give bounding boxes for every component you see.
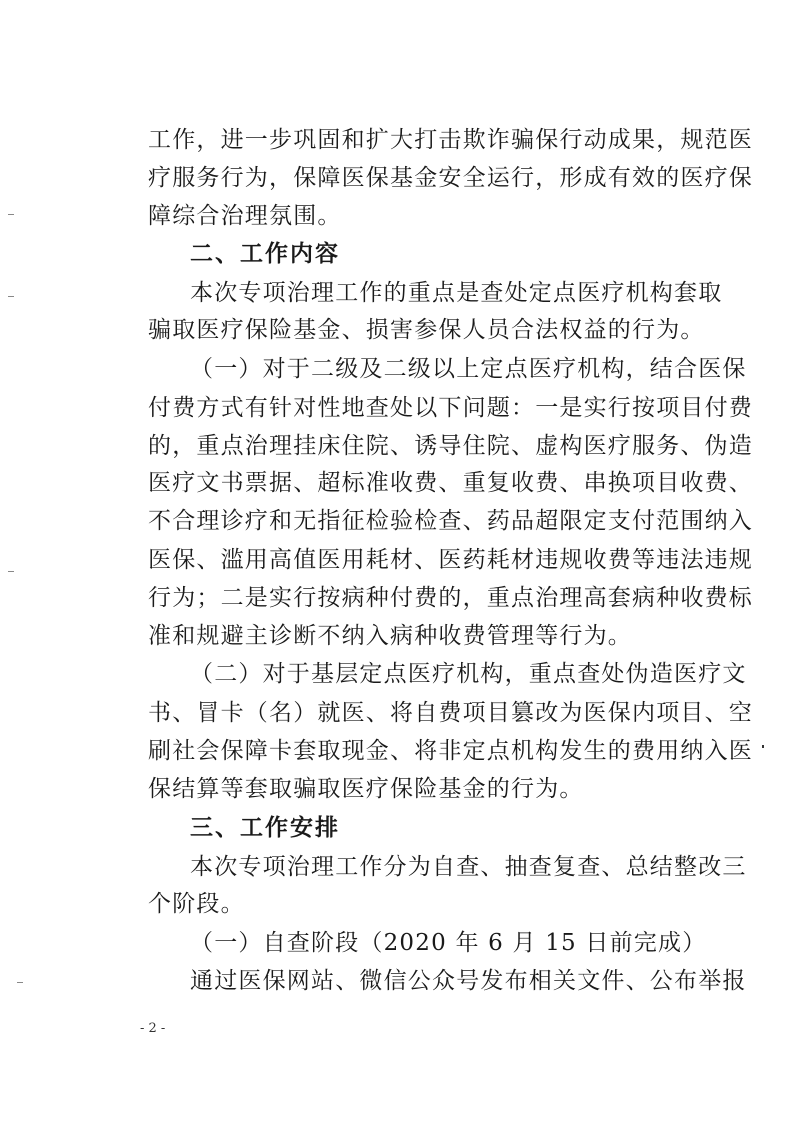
paragraph-line: 个阶段。 xyxy=(148,891,245,917)
section-heading: 三、工作安排 xyxy=(190,815,340,841)
scan-mark xyxy=(8,214,14,215)
section-heading: 二、工作内容 xyxy=(190,241,340,267)
paragraph-line: 不合理诊疗和无指征检验检查、药品超限定支付范围纳入 xyxy=(148,508,753,534)
scan-mark xyxy=(8,571,14,572)
subsection-heading: （一）自查阶段（2020 年 6 月 15 日前完成） xyxy=(190,930,707,956)
paragraph-line: 保结算等套取骗取医疗保险基金的行为。 xyxy=(148,776,584,802)
scan-mark xyxy=(762,745,764,748)
paragraph-line: 医保、滥用高值医用耗材、医药耗材违规收费等违法违规 xyxy=(148,547,753,573)
paragraph-line: 障综合治理氛围。 xyxy=(148,203,342,229)
paragraph-line: 本次专项治理工作的重点是查处定点医疗机构套取 xyxy=(190,280,723,306)
paragraph-line: 骗取医疗保险基金、损害参保人员合法权益的行为。 xyxy=(148,317,705,343)
page-number: - 2 - xyxy=(140,1021,166,1036)
scan-mark xyxy=(8,296,14,297)
paragraph-line: 疗服务行为，保障医保基金安全运行，形成有效的医疗保 xyxy=(148,165,753,191)
paragraph-line: （二）对于基层定点医疗机构，重点查处伪造医疗文 xyxy=(190,661,747,687)
paragraph-line: 刷社会保障卡套取现金、将非定点机构发生的费用纳入医 xyxy=(148,738,753,764)
paragraph-line: 本次专项治理工作分为自查、抽查复查、总结整改三 xyxy=(190,854,747,880)
paragraph-line: 书、冒卡（名）就医、将自费项目篡改为医保内项目、空 xyxy=(148,700,753,726)
paragraph-line: 的，重点治理挂床住院、诱导住院、虚构医疗服务、伪造 xyxy=(148,433,753,459)
paragraph-line: 通过医保网站、微信公众号发布相关文件、公布举报 xyxy=(190,968,747,994)
paragraph-line: 付费方式有针对性地查处以下问题：一是实行按项目付费 xyxy=(148,395,753,421)
paragraph-line: 医疗文书票据、超标准收费、重复收费、串换项目收费、 xyxy=(148,470,753,496)
paragraph-line: 行为；二是实行按病种付费的，重点治理高套病种收费标 xyxy=(148,585,753,611)
paragraph-line: （一）对于二级及二级以上定点医疗机构，结合医保 xyxy=(190,356,747,382)
paragraph-line: 准和规避主诊断不纳入病种收费管理等行为。 xyxy=(148,623,632,649)
paragraph-line: 工作，进一步巩固和扩大打击欺诈骗保行动成果，规范医 xyxy=(148,127,753,153)
scan-mark xyxy=(17,982,23,983)
